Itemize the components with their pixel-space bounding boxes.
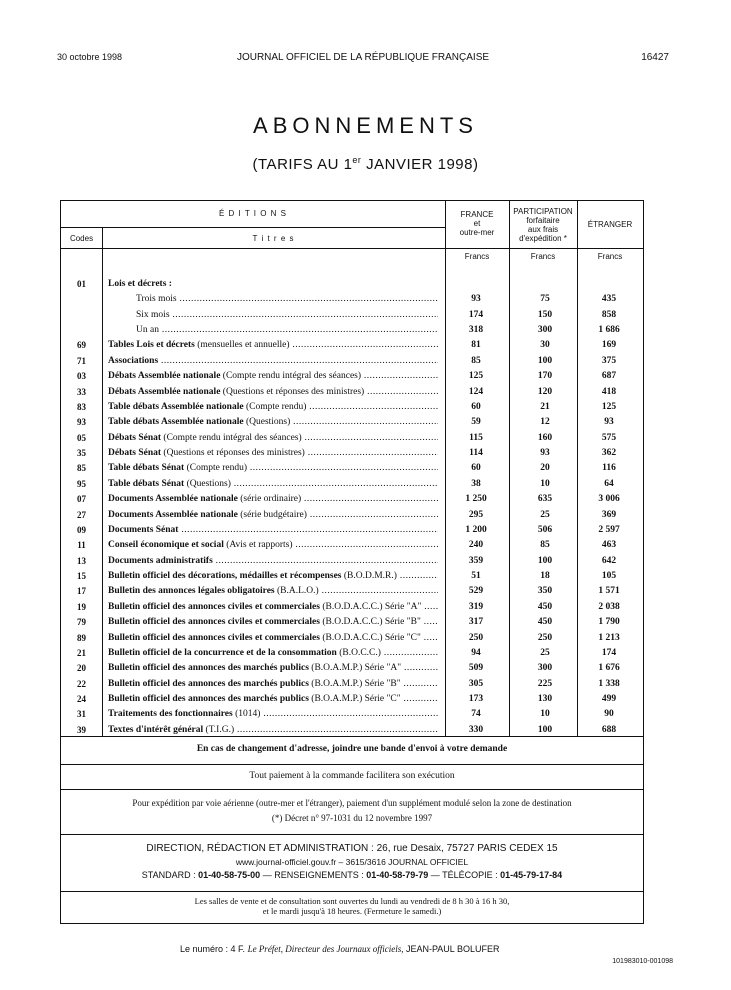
table-row [61,308,643,323]
row-title: Débats Assemblée nationale (Compte rendu intégral des séances) ..... [108,369,438,384]
table-row [61,661,643,676]
row-title: Lois et décrets : [108,279,172,289]
row-value-v3: 463 [601,540,617,551]
footer-reference: 101983010-001098 [612,958,673,965]
note-decree: (*) Décret n° 97-1031 du 12 novembre 1997 [271,813,433,823]
row-title: Tables Lois et décrets (mensuelles et annuelle) ..... [108,338,438,353]
table-row [61,692,643,707]
row-title: Table débats Sénat (Compte rendu) ..... [108,461,438,476]
unit-france: Francs [464,252,490,261]
row-value-v3: 575 [601,432,617,443]
unit-etranger: Francs [597,252,623,261]
opening-hours: Les salles de vente et de consultation sont ouvertes du lundi au vendredi de 8 h 30 à 16 h 30, et le mardi jusqu'à 18 heures. (Fermeture le samedi.) [60,891,644,924]
row-value-v3: 90 [604,709,614,720]
row-value-v3: 174 [601,647,617,658]
row-value-v3: 435 [601,294,617,305]
row-value-v1: 74 [471,709,481,720]
row-code: 71 [77,355,86,366]
row-value-v1: 317 [468,617,484,628]
row-value-v1: 330 [468,724,484,735]
row-value-v1: 359 [468,555,484,566]
row-title: Un an ..... [136,323,438,338]
row-value-v3: 499 [601,693,617,704]
table-row [61,431,643,446]
row-value-v1: 318 [468,325,484,336]
row-value-v1: 115 [469,432,483,443]
row-value-v2: 18 [540,571,550,582]
contact-web: www.journal-officiel.gouv.fr – 3615/3616 JOURNAL OFFICIEL [235,857,469,867]
row-value-v1: 85 [471,355,481,366]
row-title: Trois mois ..... [136,292,438,307]
table-row [61,508,643,523]
row-value-v2: 150 [537,309,553,320]
row-code: 20 [77,663,86,674]
row-value-v1: 114 [469,448,483,459]
row-value-v2: 25 [540,509,550,520]
row-title: Table débats Sénat (Questions) ..... [108,477,438,492]
row-value-v2: 21 [540,401,550,412]
row-value-v2: 20 [540,463,550,474]
row-title: Conseil économique et social (Avis et rapports) ..... [108,538,438,553]
row-value-v2: 30 [540,340,550,351]
row-value-v3: 1 213 [598,632,620,643]
table-row [61,492,643,507]
row-code: 85 [77,463,86,474]
row-code: 07 [77,494,86,505]
row-value-v1: 124 [468,386,484,397]
row-title: Bulletin officiel des annonces civiles et commerciales (B.O.D.A.C.C.) Série "A" ..... [108,600,438,615]
header-journal: JOURNAL OFFICIEL DE LA RÉPUBLIQUE FRANÇAISE [236,52,490,63]
header-codes: Codes [69,234,94,243]
row-title: Débats Sénat (Compte rendu intégral des séances) ..... [108,431,438,446]
row-title: Table débats Assemblée nationale (Compte rendu) ..... [108,400,438,415]
row-value-v2: 350 [537,586,553,597]
row-title: Bulletin officiel des décorations, médailles et récompenses (B.O.D.M.R.) ..... [108,569,438,584]
row-value-v2: 635 [537,494,553,505]
table-row [61,615,643,630]
contact-block [60,834,644,892]
footer-signature: Le numéro : 4 F. Le Préfet, Directeur des Journaux officiels, JEAN-PAUL BOLUFER [180,944,500,954]
row-title: Table débats Assemblée nationale (Questions) ..... [108,415,438,430]
row-value-v3: 3 006 [598,494,620,505]
table-row [61,446,643,461]
table-row [61,584,643,599]
row-value-v2: 300 [537,325,553,336]
table-row [61,677,643,692]
row-value-v1: 240 [468,540,484,551]
row-code: 19 [77,601,86,612]
table-row [61,338,643,353]
row-value-v2: 450 [537,617,553,628]
row-code: 31 [77,709,86,720]
page-subtitle: (TARIFS AU 1er JANVIER 1998) [252,155,479,173]
header-editions: É D I T I O N S [218,209,288,218]
row-value-v3: 116 [602,463,616,474]
row-title: Associations ..... [108,354,438,369]
row-value-v2: 85 [540,540,550,551]
row-title: Textes d'intérêt général (T.I.G.) ..... [108,723,438,738]
header-titres: T i t r e s [252,234,295,243]
row-value-v2: 75 [540,294,550,305]
table-row [61,554,643,569]
row-title: Débats Assemblée nationale (Questions et réponses des ministres) ..... [108,385,438,400]
row-value-v1: 1 200 [465,524,487,535]
row-code: 13 [77,555,86,566]
row-title: Documents Assemblée nationale (série budgétaire) ..... [108,508,438,523]
note-payment: Tout paiement à la commande facilitera son exécution [60,764,644,790]
row-value-v3: 369 [601,509,617,520]
row-value-v1: 174 [468,309,484,320]
row-value-v3: 169 [601,340,617,351]
row-code: 39 [77,724,86,735]
row-code: 15 [77,571,86,582]
contact-address: DIRECTION, RÉDACTION ET ADMINISTRATION : 26, rue Desaix, 75727 PARIS CEDEX 15 [146,843,558,854]
row-title: Bulletin officiel des annonces des marchés publics (B.O.A.M.P.) Série "B" ..... [108,677,438,692]
row-value-v2: 10 [540,478,550,489]
row-title: Bulletin des annonces légales obligatoires (B.A.L.O.) ..... [108,584,438,599]
row-value-v1: 173 [468,693,484,704]
row-value-v3: 362 [601,448,617,459]
table-row [61,461,643,476]
row-value-v3: 125 [601,401,617,412]
table-row [61,369,643,384]
row-value-v2: 100 [537,555,553,566]
row-value-v3: 1 571 [598,586,620,597]
row-code: 21 [77,647,86,658]
header-france: FRANCE et outre-mer [459,210,495,237]
table-row [61,400,643,415]
row-value-v2: 25 [540,647,550,658]
row-value-v2: 100 [537,724,553,735]
table-row [61,538,643,553]
row-value-v2: 12 [540,417,550,428]
table-row [61,569,643,584]
row-value-v1: 51 [471,571,481,582]
table-row [61,323,643,338]
row-code: 83 [77,401,86,412]
row-value-v3: 64 [604,478,614,489]
row-value-v1: 125 [468,371,484,382]
row-value-v1: 60 [471,463,481,474]
row-value-v3: 687 [601,371,617,382]
row-value-v2: 225 [537,678,553,689]
row-code: 89 [77,632,86,643]
row-value-v3: 93 [604,417,614,428]
row-code: 03 [77,371,86,382]
row-code: 24 [77,693,86,704]
row-title: Débats Sénat (Questions et réponses des ministres) ..... [108,446,438,461]
row-value-v2: 300 [537,663,553,674]
row-value-v3: 2 038 [598,601,620,612]
row-value-v1: 81 [471,340,481,351]
table-row [61,707,643,722]
contact-phones: STANDARD : 01-40-58-75-00 — RENSEIGNEMENTS : 01-40-58-79-79 — TÉLÉCOPIE : 01-45-79-17-84 [141,870,563,880]
header-date: 30 octobre 1998 [57,52,123,62]
row-value-v2: 93 [540,448,550,459]
row-code: 27 [77,509,86,520]
row-code: 11 [77,540,86,551]
row-value-v2: 130 [537,693,553,704]
table-row [61,385,643,400]
row-title: Documents Assemblée nationale (série ordinaire) ..... [108,492,438,507]
row-value-v1: 250 [468,632,484,643]
row-value-v3: 1 676 [598,663,620,674]
row-title: Traitements des fonctionnaires (1014) ..... [108,707,438,722]
row-value-v2: 506 [537,524,553,535]
row-value-v2: 120 [537,386,553,397]
table-row [61,600,643,615]
row-code: 93 [77,417,86,428]
row-code: 17 [77,586,86,597]
row-code: 01 [77,279,86,289]
row-value-v1: 529 [468,586,484,597]
row-title: Six mois ..... [136,308,438,323]
table-row [61,292,643,307]
row-value-v1: 1 250 [465,494,487,505]
row-value-v3: 375 [601,355,617,366]
note-address-change: En cas de changement d'adresse, joindre une bande d'envoi à votre demande [60,735,644,765]
row-value-v3: 1 338 [598,678,620,689]
page-title: ABONNEMENTS [253,113,478,138]
table-row [61,354,643,369]
row-value-v2: 450 [537,601,553,612]
tariff-table [60,200,644,737]
row-value-v3: 1 790 [598,617,620,628]
row-code: 95 [77,478,86,489]
row-title: Bulletin officiel de la concurrence et de la consommation (B.O.C.C.) ..... [108,646,438,661]
row-value-v1: 295 [468,509,484,520]
row-value-v1: 60 [471,401,481,412]
row-value-v1: 509 [468,663,484,674]
row-code: 35 [77,448,86,459]
row-value-v2: 100 [537,355,553,366]
row-title: Bulletin officiel des annonces des marchés publics (B.O.A.M.P.) Série "C" ..... [108,692,438,707]
row-title: Documents administratifs ..... [108,554,438,569]
row-title: Bulletin officiel des annonces civiles et commerciales (B.O.D.A.C.C.) Série "C" ..... [108,631,438,646]
row-value-v3: 858 [601,309,617,320]
row-value-v3: 642 [601,555,617,566]
row-value-v1: 94 [471,647,481,658]
row-code: 33 [77,386,86,397]
table-row [61,415,643,430]
row-value-v1: 319 [468,601,484,612]
row-value-v1: 305 [468,678,484,689]
row-code: 05 [77,432,86,443]
row-value-v2: 10 [540,709,550,720]
row-value-v1: 59 [471,417,481,428]
row-value-v2: 160 [537,432,553,443]
table-row [61,277,643,292]
table-row [61,523,643,538]
row-value-v1: 93 [471,294,481,305]
row-value-v3: 105 [601,571,617,582]
row-title: Bulletin officiel des annonces des marchés publics (B.O.A.M.P.) Série "A" ..... [108,661,438,676]
row-value-v3: 688 [601,724,617,735]
row-value-v3: 1 686 [598,325,620,336]
row-value-v2: 250 [537,632,553,643]
header-page-number: 16427 [641,52,669,63]
row-code: 69 [77,340,86,351]
row-value-v3: 418 [601,386,617,397]
row-title: Documents Sénat ..... [108,523,438,538]
table-row [61,646,643,661]
unit-participation: Francs [530,252,556,261]
row-value-v1: 38 [471,478,481,489]
row-code: 79 [77,617,86,628]
row-code: 22 [77,678,86,689]
row-code: 09 [77,524,86,535]
row-title: Bulletin officiel des annonces civiles et commerciales (B.O.D.A.C.C.) Série "B" ..... [108,615,438,630]
header-participation: PARTICIPATION forfaitaire aux frais d'expédition * [513,207,573,243]
row-value-v2: 170 [537,371,553,382]
header-etranger: ÉTRANGER [587,220,633,229]
note-air-delivery: Pour expédition par voie aérienne (outre-mer et l'étranger), paiement d'un supplément modulé selon la zone de destination (*) Décret n° 97-1031 du 12 novembre 1997 [60,789,644,835]
table-row [61,477,643,492]
table-row [61,631,643,646]
row-value-v3: 2 597 [598,524,620,535]
